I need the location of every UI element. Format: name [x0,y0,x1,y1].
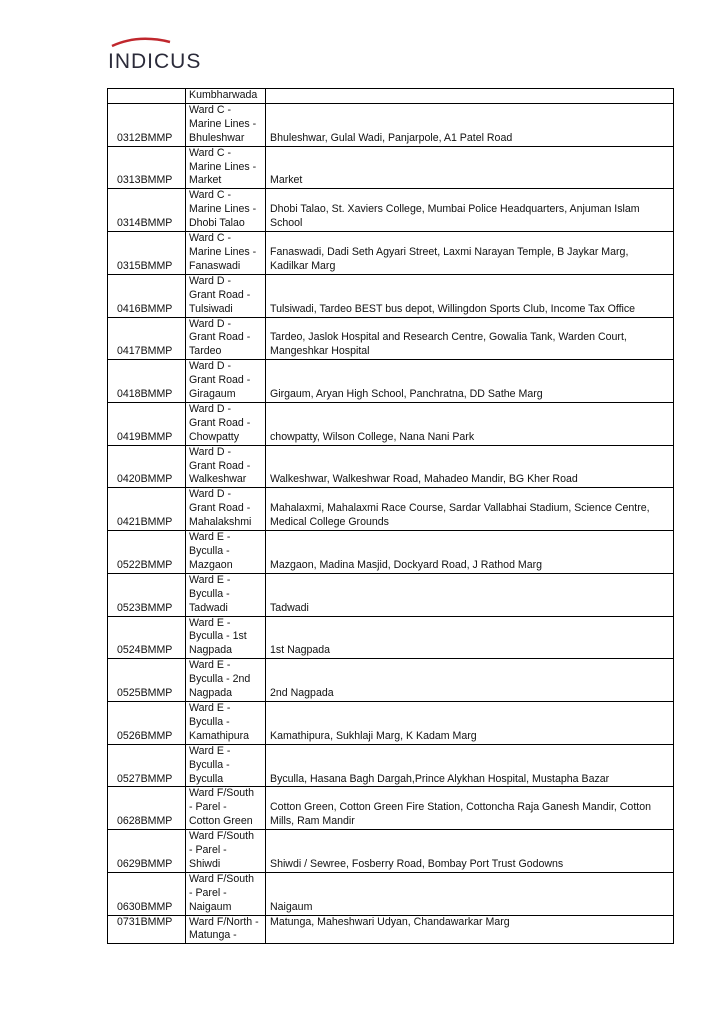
ward-name-line: Ward D - [189,488,231,501]
table-row [108,787,674,830]
ward-name-line: Walkeshwar [189,473,247,486]
ward-name-line: Market [189,174,222,187]
areas-cell: Dhobi Talao, St. Xaviers College, Mumbai Police Headquarters, Anjuman Islam School [266,189,674,232]
ward-name-line: Ward E - [189,744,231,757]
areas-cell: Tadwadi [266,573,674,616]
table-row [108,915,674,944]
ward-code-cell: 0522BMMP [108,531,186,574]
ward-name-line: Byculla - [189,715,230,728]
table-row [108,232,674,275]
ward-name-line: Nagpada [189,687,233,700]
ward-name-line: Grant Road - [189,374,251,387]
ward-name-line: Fanaswadi [189,259,241,272]
areas-cell: 1st Nagpada [266,616,674,659]
table-row [108,103,674,146]
ward-name-line: Ward E - [189,701,231,714]
ward-code-cell: 0315BMMP [108,232,186,275]
table-row [108,445,674,488]
ward-name-cell [186,360,266,403]
ward-name-line: Byculla - 1st [189,630,247,643]
ward-code-cell: 0630BMMP [108,872,186,915]
ward-name-cell [186,488,266,531]
areas-cell: Matunga, Maheshwari Udyan, Chandawarkar Marg [266,915,674,944]
table-row [108,317,674,360]
ward-code-cell: 0526BMMP [108,701,186,744]
ward-name-cell [186,531,266,574]
ward-name-line: Ward C - [189,146,231,159]
ward-name-line: Ward D - [189,402,231,415]
table-row [108,402,674,445]
ward-name-line: Ward D - [189,317,231,330]
ward-name-cell [186,445,266,488]
ward-code-cell: 0628BMMP [108,787,186,830]
ward-name-cell [186,274,266,317]
ward-name-line: Grant Road - [189,459,251,472]
table-row [108,488,674,531]
ward-name-line: Ward E - [189,659,231,672]
ward-name-line: Ward F/South [189,830,254,843]
ward-table [107,88,674,944]
ward-name-line: Marine Lines - [189,117,257,130]
areas-cell: Mazgaon, Madina Masjid, Dockyard Road, J Rathod Marg [266,531,674,574]
ward-name-line: Ward D - [189,274,231,287]
ward-code-cell: 0417BMMP [108,317,186,360]
ward-name-line: Byculla - [189,587,230,600]
ward-name-line: Mahalakshmi [189,516,252,529]
table-row [108,360,674,403]
table-row [108,616,674,659]
table-row [108,274,674,317]
ward-name-line: Ward E - [189,573,231,586]
ward-name-line: Byculla - [189,545,230,557]
areas-cell: Tardeo, Jaslok Hospital and Research Centre, Gowalia Tank, Warden Court, Mangeshkar Hospital [266,317,674,360]
ward-name-line: Grant Road - [189,502,251,515]
table-row [108,659,674,702]
ward-name-line: Byculla - [189,758,230,771]
ward-name-line: Tadwadi [189,601,228,614]
areas-cell: Walkeshwar, Walkeshwar Road, Mahadeo Mandir, BG Kher Road [266,445,674,488]
areas-cell: Kamathipura, Sukhlaji Marg, K Kadam Marg [266,701,674,744]
ward-name-line: Marine Lines - [189,160,257,173]
ward-name-line: Grant Road - [189,416,251,429]
areas-cell: Cotton Green, Cotton Green Fire Station, Cottoncha Raja Ganesh Mandir, Cotton Mills, Ram Mandir [266,787,674,830]
ward-name-cell [186,89,266,104]
table-row [108,573,674,616]
indicus-logo [108,36,218,76]
table-row [108,744,674,787]
ward-code-cell: 0420BMMP [108,445,186,488]
ward-code-cell: 0418BMMP [108,360,186,403]
ward-name-cell [186,103,266,146]
areas-cell: Shiwdi / Sewree, Fosberry Road, Bombay Port Trust Godowns [266,830,674,873]
table-row [108,146,674,189]
ward-name-line: Byculla [189,772,224,785]
ward-name-line: - Parel - [189,844,227,857]
areas-cell: chowpatty, Wilson College, Nana Nani Park [266,402,674,445]
ward-name-line: Ward F/North - [189,915,259,928]
ward-name-cell [186,616,266,659]
ward-name-line: Dhobi Talao [189,217,245,230]
ward-name-cell [186,872,266,915]
ward-name-line: Naigaum [189,900,232,913]
ward-name-cell [186,232,266,275]
ward-name-line: Ward F/South [189,787,254,800]
ward-code-cell: 0525BMMP [108,659,186,702]
ward-code-cell: 0419BMMP [108,402,186,445]
ward-code-cell: 0527BMMP [108,744,186,787]
areas-cell [266,89,674,104]
ward-name-line: Byculla - 2nd [189,673,251,686]
ward-name-line: Nagpada [189,644,233,657]
ward-name-line: Cotton Green [189,815,253,828]
ward-name-line: Tardeo [189,345,222,358]
ward-name-line: Shiwdi [189,857,221,870]
ward-name-line: - Parel - [189,886,227,899]
areas-cell: Naigaum [266,872,674,915]
table-row [108,872,674,915]
logo-wordmark: INDICUS [108,50,202,73]
ward-code-cell: 0416BMMP [108,274,186,317]
ward-name-cell [186,659,266,702]
table-row [108,189,674,232]
areas-cell: 2nd Nagpada [266,659,674,702]
ward-name-cell [186,189,266,232]
ward-name-cell [186,830,266,873]
ward-name-line: Ward C - [189,232,231,245]
ward-name-line: Mazgaon [189,558,233,571]
ward-name-line: Tulsiwadi [189,302,233,315]
ward-name-line: Ward C - [189,103,231,116]
ward-name-line: Ward E - [189,531,231,544]
ward-name-line: Bhuleshwar [189,131,245,144]
ward-name-line: Marine Lines - [189,203,257,216]
table-row [108,89,674,104]
areas-cell: Market [266,146,674,189]
ward-name-line: Ward C - [189,189,231,202]
ward-name-line: - Parel - [189,801,227,814]
ward-code-cell: 0313BMMP [108,146,186,189]
areas-cell: Mahalaxmi, Mahalaxmi Race Course, Sardar Vallabhai Stadium, Science Centre, Medical College Grounds [266,488,674,531]
ward-name-cell [186,317,266,360]
ward-name-line: Ward E - [189,616,231,629]
areas-cell: Girgaum, Aryan High School, Panchratna, DD Sathe Marg [266,360,674,403]
ward-table-body [108,89,674,944]
ward-code-cell: 0731BMMP [108,915,186,944]
areas-cell: Bhuleshwar, Gulal Wadi, Panjarpole, A1 Patel Road [266,103,674,146]
areas-cell: Tulsiwadi, Tardeo BEST bus depot, Willingdon Sports Club, Income Tax Office [266,274,674,317]
ward-code-cell: 0312BMMP [108,103,186,146]
ward-name-cell [186,701,266,744]
ward-name-cell [186,402,266,445]
ward-name-cell [186,787,266,830]
ward-name-line: Ward D - [189,360,231,373]
ward-code-cell: 0629BMMP [108,830,186,873]
ward-name-line: Grant Road - [189,288,251,301]
ward-name-cell [186,744,266,787]
ward-code-cell: 0524BMMP [108,616,186,659]
ward-code-cell [108,89,186,104]
table-row [108,830,674,873]
ward-name-cell [186,573,266,616]
ward-code-cell: 0523BMMP [108,573,186,616]
ward-name-line: Kamathipura [189,729,250,742]
ward-name-line: Ward D - [189,445,231,458]
ward-name-line: Grant Road - [189,331,251,344]
ward-name-line: Chowpatty [189,430,240,443]
areas-cell: Byculla, Hasana Bagh Dargah,Prince Alykhan Hospital, Mustapha Bazar [266,744,674,787]
ward-name-line: Giragaum [189,388,236,401]
areas-cell: Fanaswadi, Dadi Seth Agyari Street, Laxmi Narayan Temple, B Jaykar Marg, Kadilkar Marg [266,232,674,275]
ward-name-line: Ward F/South [189,872,254,885]
ward-name-line: Marine Lines - [189,245,257,258]
table-row [108,531,674,574]
ward-name-line: Matunga - [189,929,237,942]
ward-name-line: Kumbharwada [189,89,258,101]
ward-name-cell [186,915,266,944]
ward-code-cell: 0314BMMP [108,189,186,232]
ward-name-cell [186,146,266,189]
table-row [108,701,674,744]
ward-code-cell: 0421BMMP [108,488,186,531]
